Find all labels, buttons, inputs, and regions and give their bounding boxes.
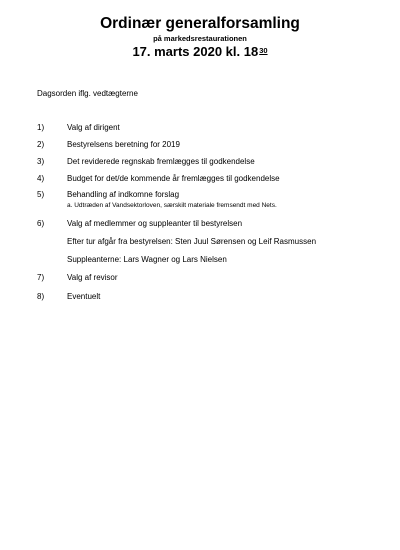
meeting-date <box>0 44 400 60</box>
agenda-text: Budget for det/de kommende år fremlægges til godkendelse <box>67 174 280 183</box>
agenda-number: 5) <box>37 190 45 199</box>
meeting-time-superscript: 30 <box>259 46 268 55</box>
agenda-number: 7) <box>37 273 45 282</box>
agenda-item-6-detail: Suppleanterne: Lars Wagner og Lars Nielsen <box>67 255 227 264</box>
agenda-number: 1) <box>37 123 45 132</box>
agenda-text: Bestyrelsens beretning for 2019 <box>67 140 180 149</box>
agenda-number: 6) <box>37 219 45 228</box>
agenda-number: 4) <box>37 174 45 183</box>
document-subtitle: på markedsrestaurationen <box>153 34 247 43</box>
agenda-number: 8) <box>37 292 45 301</box>
agenda-number: 2) <box>37 140 45 149</box>
agenda-text: Det reviderede regnskab fremlægges til godkendelse <box>67 157 255 166</box>
document-header <box>0 14 400 60</box>
agenda-text: Valg af revisor <box>67 273 118 282</box>
agenda-text: Valg af dirigent <box>67 123 120 132</box>
agenda-intro: Dagsorden iflg. vedtægterne <box>37 89 138 98</box>
document-title: Ordinær generalforsamling <box>100 15 300 32</box>
agenda-text: Eventuelt <box>67 292 101 301</box>
agenda-number: 3) <box>37 157 45 166</box>
agenda-item-6-detail: Efter tur afgår fra bestyrelsen: Sten Juul Sørensen og Leif Rasmussen <box>67 237 317 246</box>
agenda-text: Behandling af indkomne forslag <box>67 190 180 199</box>
meeting-date-text: 17. marts 2020 kl. 18 <box>132 44 259 59</box>
agenda-text: Valg af medlemmer og suppleanter til bestyrelsen <box>67 219 243 228</box>
agenda-item-5-note: a. Udtræden af Vandsektorloven, særskilt materiale fremsendt med Nets. <box>67 202 277 209</box>
